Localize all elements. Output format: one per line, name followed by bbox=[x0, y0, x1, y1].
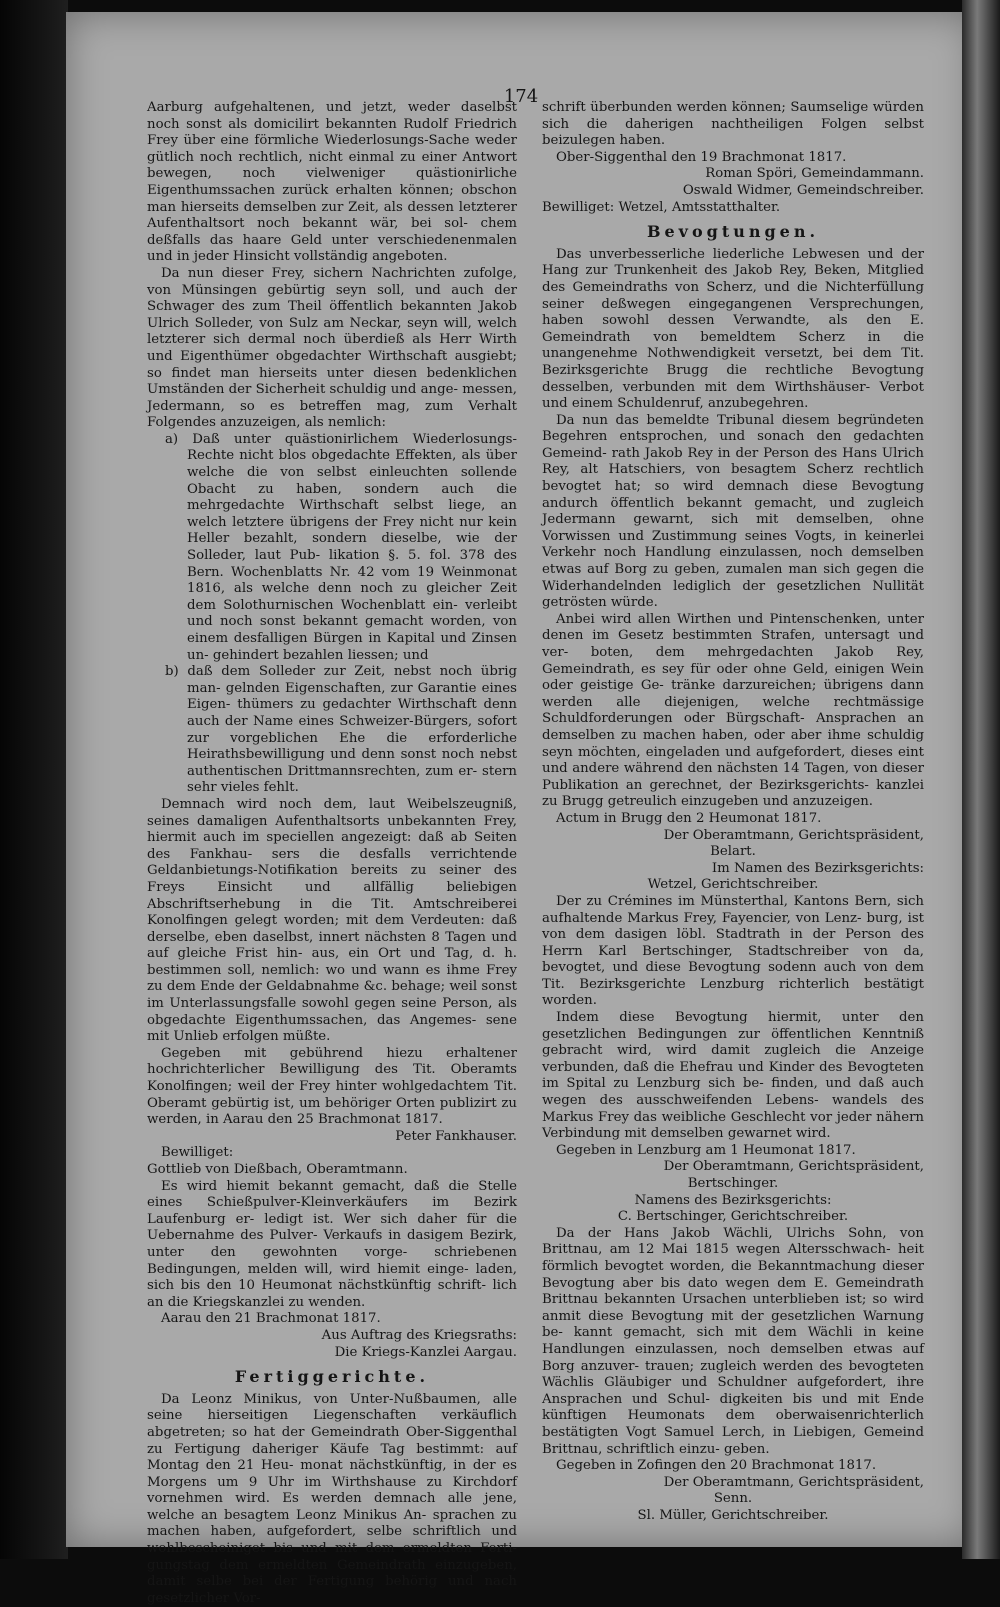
text-paragraph: Aus Auftrag des Kriegsraths: bbox=[321, 1327, 517, 1343]
text-paragraph: b) daß dem Solleder zur Zeit, nebst noch übrig man- gelnden Eigenschaften, zur Garantie eines Eigen- thümers zu gedachter Wirthschaft denn auch der Name eines Schweizer-Bürgers, sofort zur vorgeblichen Ehe die erforderliche Heirathsbewilligung und denn sonst noch nebst authentischen Drittmannsrechten, zum er- stern sehr vieles fehlt. bbox=[165, 664, 517, 796]
book-edge bbox=[962, 0, 1000, 1559]
text-paragraph: Aarburg aufgehaltenen, und jetzt, weder daselbst noch sonst als domicilirt bekannten Rudolf Friedrich Frey über eine förmliche Wiederlosungs-Sache weder gütlich noch rechtlich, nicht einmal zu einer Antwort bewegen, noch vielweniger quästionirliche Eigenthumssachen zurück erhalten können; obschon man hierseits demselben zur Zeit, als dessen letzterer Aufenthaltsort noch bekannt wär, bei sol- chem deßfalls das haare Geld unter verschiedenenmalen und in jeder Hinsicht vollständig angeboten. bbox=[147, 100, 517, 265]
page-number: 174 bbox=[503, 86, 539, 107]
text-paragraph: Anbei wird allen Wirthen und Pintenschenken, unter denen im Gesetz bestimmten Strafen, untersagt und ver- boten, dem mehrgedachten Jakob Rey, Gemeindrath, es sey für oder ohne Geld, einigen Wein oder geistige Ge- tränke darzureichen; übrigens dann werden alle diejenigen, welche rechtmässige Schuldforderungen oder Bürgschaft- Ansprachen an demselben zu machen haben, oder aber ihme schuldig seyn möchten, eingeladen und aufgefordert, dieses eint und andere während den nächsten 14 Tagen, von dieser Publikation an gerechnet, der Bezirksgerichts- kanzlei zu Brugg getreulich einzugeben und anzuzeigen. bbox=[542, 611, 924, 810]
text-paragraph: Gottlieb von Dießbach, Oberamtmann. bbox=[147, 1162, 408, 1177]
text-paragraph: Senn. bbox=[713, 1491, 753, 1507]
text-paragraph: Der Oberamtmann, Gerichtspräsident, bbox=[663, 827, 924, 843]
text-paragraph: Die Kriegs-Kanzlei Aargau. bbox=[334, 1344, 517, 1360]
text-paragraph: Wetzel, Gerichtschreiber. bbox=[647, 877, 819, 893]
text-paragraph: Da nun das bemeldte Tribunal diesem begründeten Begehren entsprochen, und sonach den gedachten Gemeind- rath Jakob Rey in der Person des Hans Ulrich Rey, alt Hatschiers, von besagtem Scherz rechtlich bevogtet hat; so wird demnach diese Bevogtung andurch öffentlich bekannt gemacht, und zugleich Jedermann gewarnt, sich mit demselben, ohne Vorwissen und Zustimmung seines Vogts, in keinerlei Verkehr noch Handlung einzulassen, noch demselben etwas auf Borg zu geben, zumalen man sich gegen die Widerhandelnden lediglich der gesetzlichen Nullität getrösten würde. bbox=[542, 412, 924, 611]
right-column bbox=[542, 100, 924, 1524]
text-paragraph: Aarau den 21 Brachmonat 1817. bbox=[161, 1311, 381, 1327]
text-paragraph: Demnach wird noch dem, laut Weibelszeugniß, seines damaligen Aufenthaltsorts unbekannten Frey, hiermit auch im speciellen angezeigt: daß ab Seiten des Fankhau- sers die desfalls verrichtende Geldanbietungs-Notifikation bereits zu seiner des Freys Einsicht und allfällig beliebigen Abschriftserhebung in die Tit. Amtschreiberei Konolfingen gelegt worden; mit dem Verdeuten: daß derselbe, eben daselbst, innert nächsten 8 Tagen und auf gleiche Frist hin- aus, ein Ort und Tag, d. h. bestimmen soll, nemlich: wo und wann es ihme Frey zu dem Ende der Geldabnahme &c. behage; weil sonst im Unterlassungsfalle sowohl gegen seine Person, als obgedachte Eigenthumssachen, das Angemes- sene mit Unlieb erfolgen müßte. bbox=[147, 796, 517, 1045]
text-paragraph: Der zu Crémines im Münsterthal, Kantons Bern, sich aufhaltende Markus Frey, Fayencier, von Lenz- burg, ist von dem dasigen löbl. Stadtrath in der Person des Herrn Karl Bertschinger, Stadtschreiber von da, bevogtet, und diese Bevogtung sodenn auch von dem Tit. Bezirksgerichte Lenzburg richterlich bestätigt worden. bbox=[542, 893, 924, 1009]
text-paragraph: Da der Hans Jakob Wächli, Ulrichs Sohn, von Brittnau, am 12 Mai 1815 wegen Altersschwach- heit förmlich bevogtet worden, die Bekanntmachung dieser Bevogtung aber bis dato wegen dem E. Gemeindrath Brittnau bekannten Ursachen unterblieben ist; so wird anmit diese Bevogtung mit der gesetzlichen Warnung be- kannt gemacht, sich mit dem Wächli in keine Handlungen einzulassen, noch demselben etwas auf Borg anzuver- trauen; zugleich werden des bevogteten Wächlis Gläubiger und Schuldner aufgefordert, ihre Ansprachen und Schul- digkeiten bis und mit Ende künftigen Heumonats dem oberwaisenrichterlich bestätigten Vogt Samuel Lerch, in Liebigen, Gemeind Brittnau, schriftlich einzu- geben. bbox=[542, 1225, 924, 1457]
section-heading: Bevogtungen. bbox=[646, 222, 820, 242]
text-paragraph: Gegeben in Lenzburg am 1 Heumonat 1817. bbox=[556, 1142, 856, 1158]
text-paragraph: Gegeben mit gebührend hiezu erhaltener hochrichterlicher Bewilligung des Tit. Oberamts Konolfingen; weil der Frey hinter wohlgedachtem Tit. Oberamt gebürtig ist, um behöriger Orten publizirt zu werden, in Aarau den 25 Brachmonat 1817. bbox=[147, 1045, 517, 1128]
text-paragraph: Sl. Müller, Gerichtschreiber. bbox=[637, 1507, 829, 1523]
text-paragraph: Es wird hiemit bekannt gemacht, daß die Stelle eines Schießpulver-Kleinverkäufers im Bezirk Laufenburg er- ledigt ist. Wer sich daher für die Uebernahme des Pulver- Verkaufs in dasigem Bezirk, unter den gewohnten vorge- schriebenen Bedingungen, melden will, wird hiemit einge- laden, sich bis den 10 Heumonat nächstkünftig schrift- lich an die Kriegskanzlei zu wenden. bbox=[147, 1178, 517, 1310]
text-paragraph: Der Oberamtmann, Gerichtspräsident, bbox=[663, 1159, 924, 1175]
text-paragraph: schrift überbunden werden können; Saumselige würden sich die daherigen nachtheiligen Folgen selbst beizulegen haben. bbox=[542, 100, 924, 149]
text-paragraph: Namens des Bezirksgerichts: bbox=[634, 1192, 832, 1208]
text-paragraph: Belart. bbox=[710, 844, 756, 860]
text-paragraph: Bertschinger. bbox=[687, 1176, 779, 1191]
text-paragraph: Bewilliget: bbox=[161, 1145, 234, 1161]
text-paragraph: Indem diese Bevogtung hiermit, unter den gesetzlichen Bedingungen zur öffentlichen Kenntniß gebracht wird, wird damit zugleich die Anzeige verbunden, daß die Ehefrau und Kinder des Bevogteten im Spital zu Lenzburg sich be- finden, und daß auch wegen des ausschweifenden Lebens- wandels des Markus Frey das weibliche Geschlecht vor jeder nähern Verbindung mit demselben gewarnet wird. bbox=[542, 1010, 924, 1142]
text-paragraph: Ober-Siggenthal den 19 Brachmonat 1817. bbox=[556, 149, 847, 165]
text-paragraph: Bewilliget: Wetzel, Amtsstatthalter. bbox=[542, 199, 781, 215]
text-paragraph: Roman Spöri, Gemeindammann. bbox=[705, 166, 924, 182]
text-paragraph: Das unverbesserliche liederliche Lebwesen und der Hang zur Trunkenheit des Jakob Rey, Beken, Mitglied des Gemeindraths von Scherz, und die Nichterfüllung seiner deßwegen eingegangenen Versprechungen, haben sowohl dessen Verwandte, als den E. Gemeindrath von bemeldtem Scherz in die unangenehme Nothwendigkeit versetzt, bei dem Tit. Bezirksgerichte Brugg die rechtliche Bevogtung desselben, verbunden mit dem Wirthshäuser- Verbot und einem Schuldenruf, anzubegehren. bbox=[542, 246, 924, 412]
text-paragraph: Peter Fankhauser. bbox=[395, 1128, 517, 1144]
left-column bbox=[147, 100, 517, 1607]
text-paragraph: C. Bertschinger, Gerichtschreiber. bbox=[617, 1209, 849, 1225]
text-paragraph: Oswald Widmer, Gemeindschreiber. bbox=[682, 182, 924, 198]
text-paragraph: Der Oberamtmann, Gerichtspräsident, bbox=[663, 1474, 924, 1490]
text-paragraph: a) Daß unter quästionirlichem Wiederlosungs-Rechte nicht blos obgedachte Effekten, als über welche die von selbst einleuchten sollende Obacht zu haben, sondern auch die mehrgedachte Wirthschaft selbst liege, an welch letztere übrigens der Frey nicht nur kein Heller bezahlt, sondern dieselbe, wie der Solleder, laut Pub- likation §. 5. fol. 378 des Bern. Wochenblatts Nr. 42 vom 19 Weinmonat 1816, als welche denn noch zu gleicher Zeit dem Solothurnischen Wochenblatt ein- verleibt und noch sonst bekannt gemacht worden, von einem desfalligen Bürgen in Kapital und Zinsen un- gehindert bezahlen liessen; und bbox=[165, 431, 517, 663]
text-paragraph: Im Namen des Bezirksgerichts: bbox=[711, 860, 924, 876]
text-paragraph: Gegeben in Zofingen den 20 Brachmonat 1817. bbox=[556, 1458, 877, 1474]
text-paragraph: Actum in Brugg den 2 Heumonat 1817. bbox=[556, 810, 822, 826]
text-paragraph: Da Leonz Minikus, von Unter-Nußbaumen, alle seine hierseitigen Liegenschaften verkäuflich abgetreten; so hat der Gemeindrath Ober-Siggenthal zu Fertigung daheriger Käufe Tag bestimmt: auf Montag den 21 Heu- monat nächstkünftig, in der es Morgens um 9 Uhr im Wirthshause zu Kirchdorf vornehmen wird. Es werden demnach alle jene, welche an besagtem Leonz Minikus An- sprachen zu machen haben, aufgefordert, selbe schriftlich und wohlbescheiniget bis und mit dem ermeldten Ferti- gungstag dem ermeldten Gemeindrath einzugeben, damit selbe bei der Fertigung behörig und nach gesetzlicher Vor- bbox=[147, 1391, 517, 1606]
text-paragraph: Da nun dieser Frey, sichern Nachrichten zufolge, von Münsingen gebürtig seyn soll, und auch der Schwager des zum Theil öffentlich bekannten Jakob Ulrich Solleder, von Sulz am Neckar, seyn will, welch letzterer sich dermal noch überdieß als Herr Wirth und Eigenthümer obgedachter Wirthschaft ausgiebt; so findet man hierseits unter diesen bedenklichen Umständen der Sicherheit schuldig und ange- messen, Jedermann, so es betreffen mag, zum Verhalt Folgendes anzuzeigen, als nemlich: bbox=[147, 265, 517, 431]
book-spine bbox=[0, 0, 68, 1559]
section-heading: Fertiggerichte. bbox=[234, 1367, 430, 1387]
